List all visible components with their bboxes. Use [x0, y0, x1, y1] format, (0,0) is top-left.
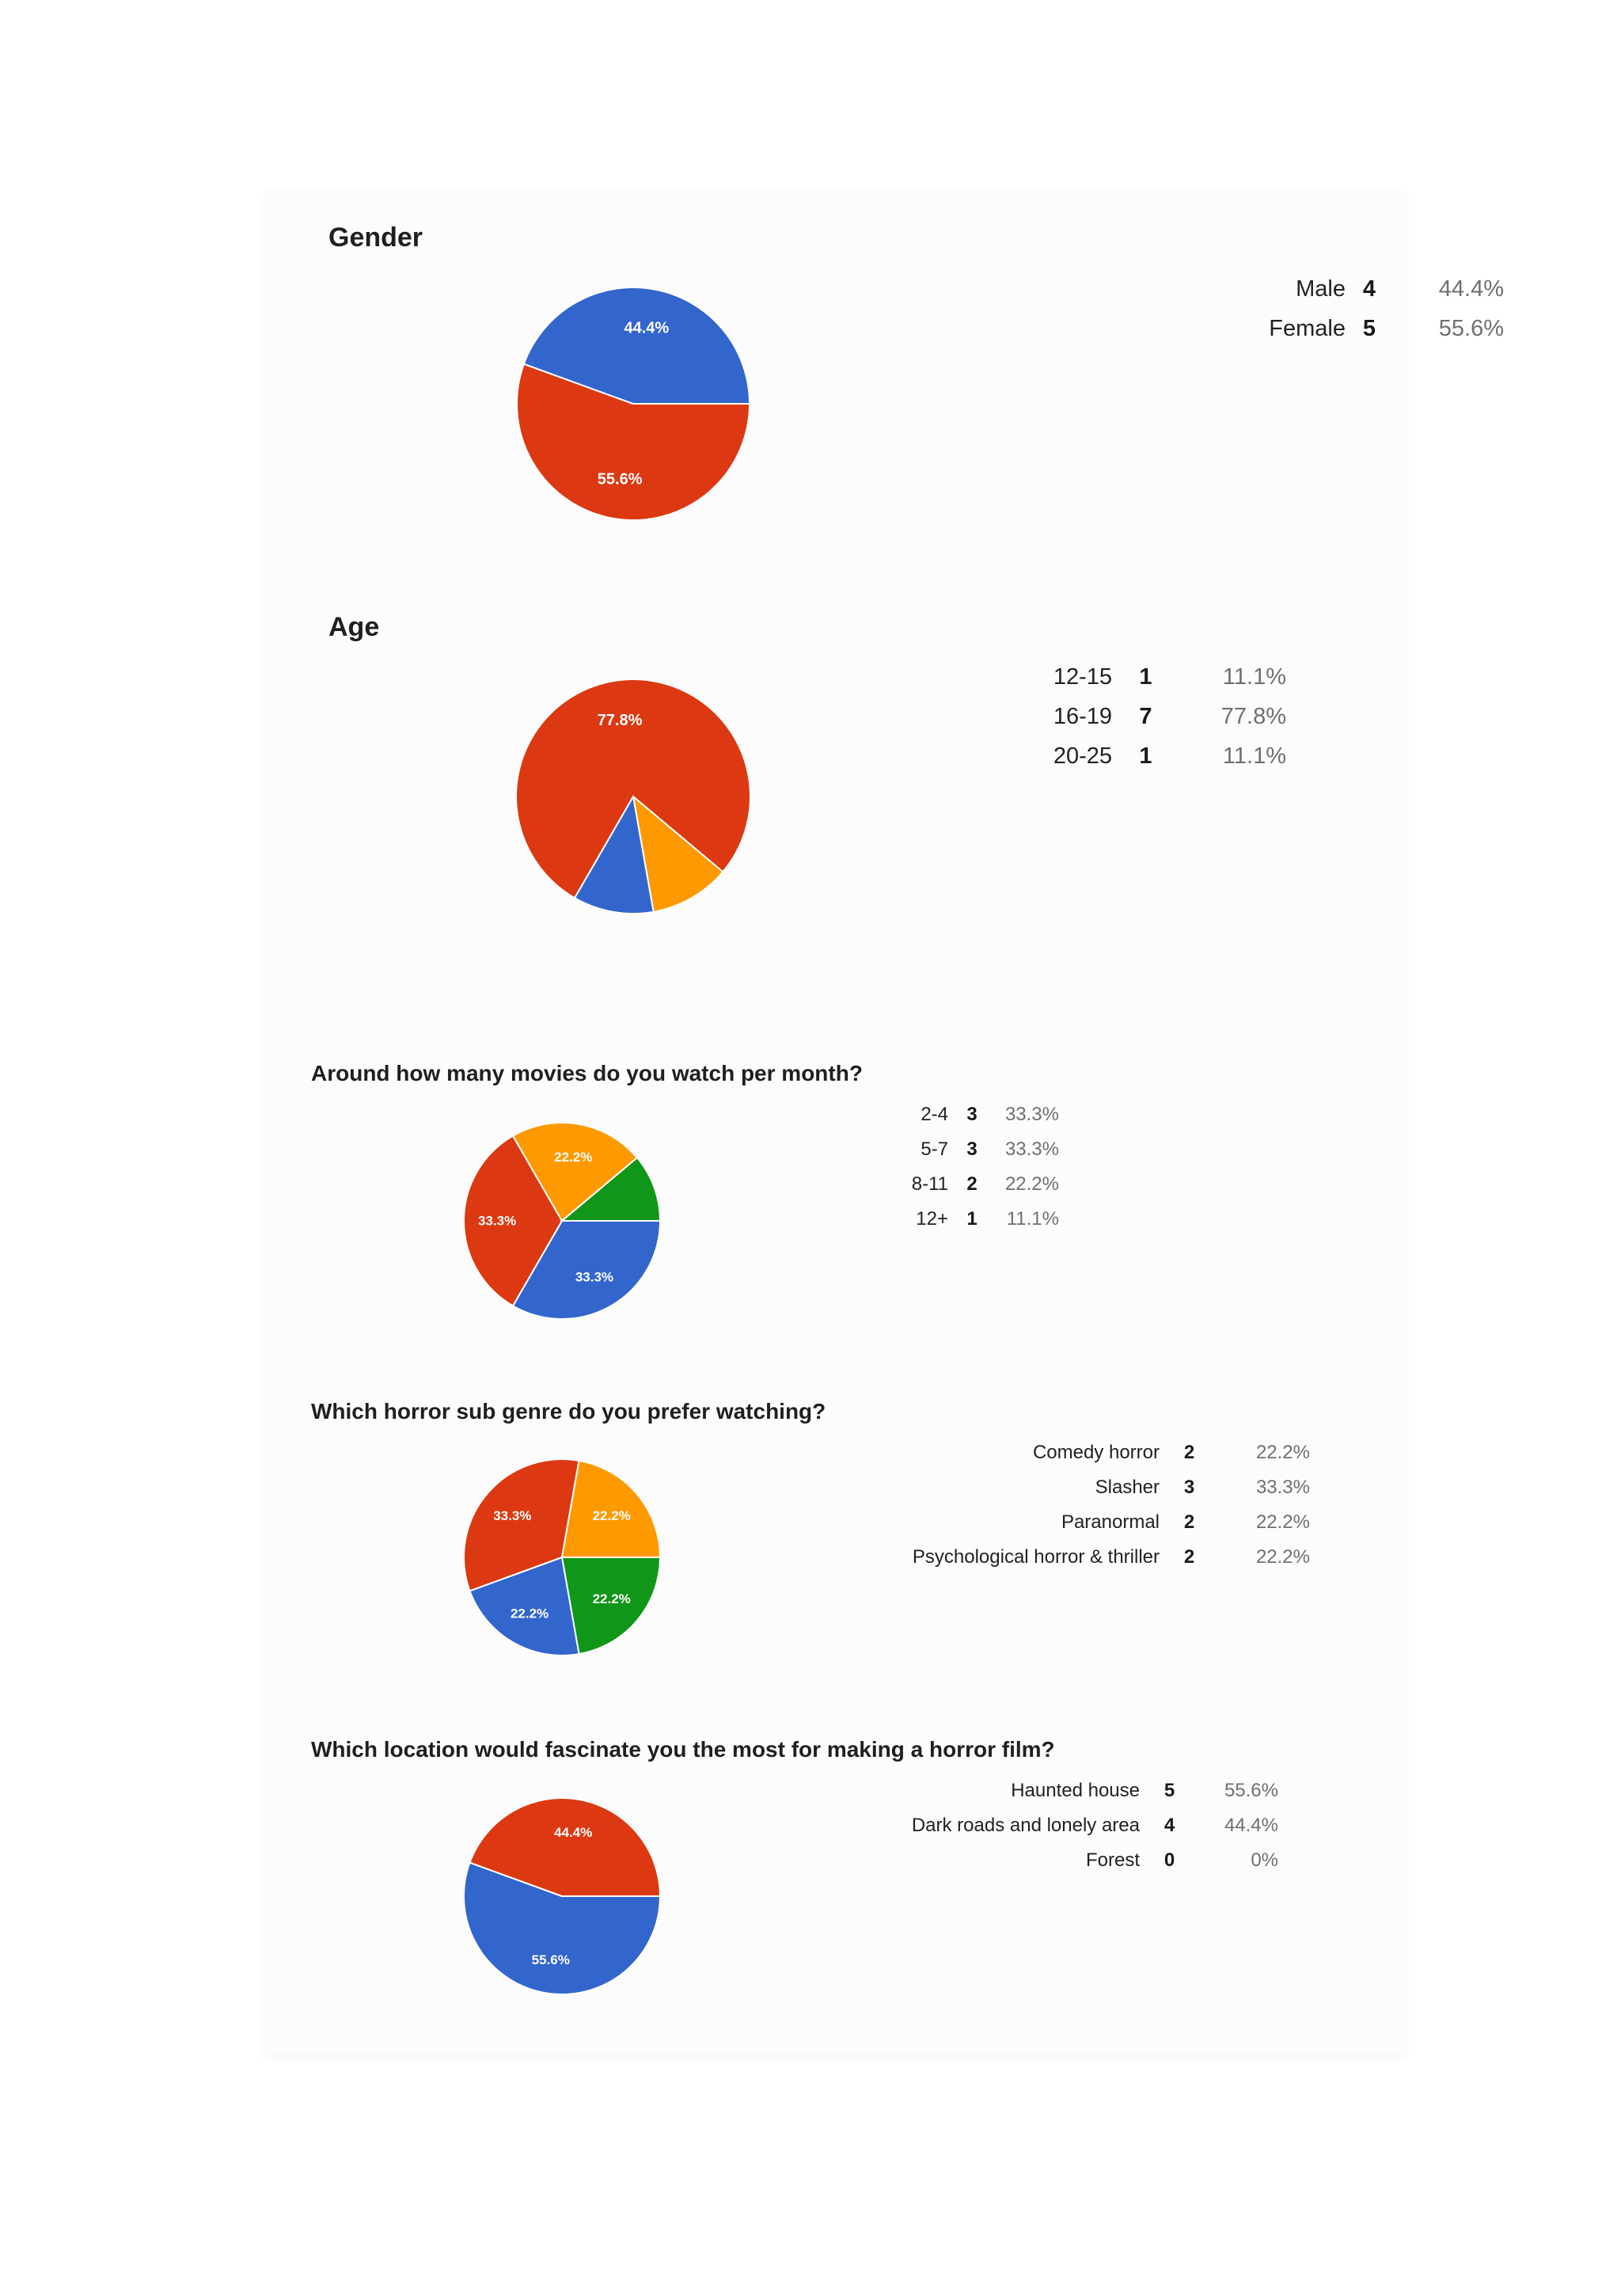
legend-percent: 33.3%	[1255, 1477, 1310, 1498]
chart-title: Which horror sub genre do you prefer watching?	[311, 1399, 826, 1424]
chart-title: Age	[328, 612, 380, 642]
legend-count: 3	[966, 1138, 978, 1160]
legend-row	[901, 1132, 1059, 1167]
legend-label: Forest	[1085, 1849, 1140, 1871]
legend-percent: 11.1%	[1222, 743, 1286, 769]
sub-genre-legend	[902, 1435, 1310, 1575]
legend-count: 4	[1164, 1815, 1175, 1836]
slice-label-psychological-horror-thriller: 22.2%	[592, 1591, 631, 1607]
legend-percent: 33.3%	[1004, 1138, 1059, 1160]
legend-percent: 22.2%	[1004, 1173, 1059, 1195]
legend-row	[902, 1773, 1278, 1808]
legend-percent: 44.4%	[1438, 276, 1504, 302]
legend-count: 2	[966, 1173, 978, 1195]
legend-percent: 44.4%	[1224, 1815, 1278, 1836]
legend-percent: 11.1%	[1006, 1208, 1059, 1230]
legend-row	[902, 1470, 1310, 1505]
legend-label: 12+	[916, 1208, 948, 1230]
legend-percent: 77.8%	[1220, 703, 1286, 729]
legend-label: Male	[1296, 276, 1346, 302]
legend-count: 3	[966, 1104, 978, 1125]
slice-label-2-4: 33.3%	[575, 1269, 614, 1285]
chart-title: Around how many movies do you watch per month?	[311, 1061, 863, 1085]
legend-row	[902, 1843, 1278, 1878]
legend-row	[902, 1808, 1278, 1843]
legend-count: 4	[1362, 276, 1376, 302]
legend-row	[901, 1167, 1059, 1202]
legend-row	[902, 1435, 1310, 1470]
legend-label: 2-4	[921, 1104, 948, 1125]
legend-label: Paranormal	[1061, 1511, 1160, 1533]
sub-genre-pie-chart	[465, 1452, 664, 1661]
age-legend	[1029, 657, 1286, 776]
slice-label-female: 55.6%	[597, 470, 643, 488]
legend-label: Haunted house	[1011, 1780, 1140, 1801]
legend-row	[1029, 697, 1286, 736]
slice-label-haunted-house: 55.6%	[531, 1952, 570, 1968]
legend-count: 5	[1362, 315, 1376, 341]
legend-label: 20-25	[1053, 743, 1112, 769]
legend-row	[1029, 736, 1286, 776]
legend-row	[901, 1097, 1059, 1132]
legend-label: Slasher	[1095, 1477, 1160, 1498]
legend-count: 7	[1139, 703, 1152, 729]
legend-percent: 22.2%	[1255, 1442, 1310, 1463]
legend-label: Female	[1269, 315, 1346, 341]
movies-per-month-legend	[901, 1097, 1059, 1237]
slice-label-male: 44.4%	[624, 319, 670, 337]
legend-count: 0	[1164, 1849, 1175, 1871]
legend-row	[1029, 657, 1286, 697]
slice-label-dark-roads-and-lonely-area: 44.4%	[554, 1824, 593, 1840]
legend-percent: 55.6%	[1224, 1780, 1278, 1801]
legend-percent: 22.2%	[1255, 1546, 1310, 1568]
slice-label-paranormal: 22.2%	[510, 1606, 549, 1621]
legend-label: 12-15	[1053, 663, 1112, 690]
legend-percent: 0%	[1251, 1849, 1278, 1871]
legend-count: 1	[1139, 663, 1152, 690]
slice-label-5-7: 33.3%	[478, 1213, 517, 1229]
legend-row	[902, 1505, 1310, 1540]
legend-percent: 11.1%	[1222, 663, 1286, 690]
legend-percent: 55.6%	[1438, 315, 1504, 341]
legend-count: 2	[1183, 1442, 1195, 1463]
slice-label-comedy-horror: 22.2%	[592, 1507, 631, 1523]
gender-pie-chart	[517, 287, 750, 520]
legend-count: 2	[1183, 1546, 1195, 1568]
movies-per-month-pie-chart	[465, 1116, 664, 1324]
slice-label-slasher: 33.3%	[493, 1507, 532, 1523]
legend-percent: 33.3%	[1004, 1104, 1059, 1125]
legend-row	[1029, 309, 1504, 348]
slice-label-8-11: 22.2%	[554, 1149, 593, 1165]
legend-row	[902, 1540, 1310, 1575]
legend-count: 3	[1183, 1477, 1195, 1498]
legend-row	[1029, 269, 1504, 309]
legend-count: 2	[1183, 1511, 1195, 1533]
legend-label: 5-7	[921, 1138, 948, 1160]
location-legend	[902, 1773, 1278, 1878]
chart-title: Which location would fascinate you the most for making a horror film?	[311, 1737, 1055, 1762]
legend-label: 16-19	[1053, 703, 1112, 729]
legend-label: 8-11	[911, 1173, 948, 1195]
legend-percent: 22.2%	[1255, 1511, 1310, 1533]
legend-label: Psychological horror & thriller	[912, 1546, 1160, 1568]
slice-label-16-19: 77.8%	[597, 711, 643, 729]
legend-label: Comedy horror	[1032, 1442, 1160, 1463]
gender-legend	[1029, 269, 1504, 348]
legend-row	[901, 1202, 1059, 1237]
legend-count: 1	[1139, 743, 1152, 769]
age-pie-chart	[517, 676, 754, 917]
legend-count: 5	[1164, 1780, 1175, 1801]
chart-title: Gender	[328, 222, 423, 253]
legend-count: 1	[966, 1208, 978, 1230]
location-pie-chart	[465, 1791, 664, 2000]
legend-label: Dark roads and lonely area	[911, 1815, 1140, 1836]
